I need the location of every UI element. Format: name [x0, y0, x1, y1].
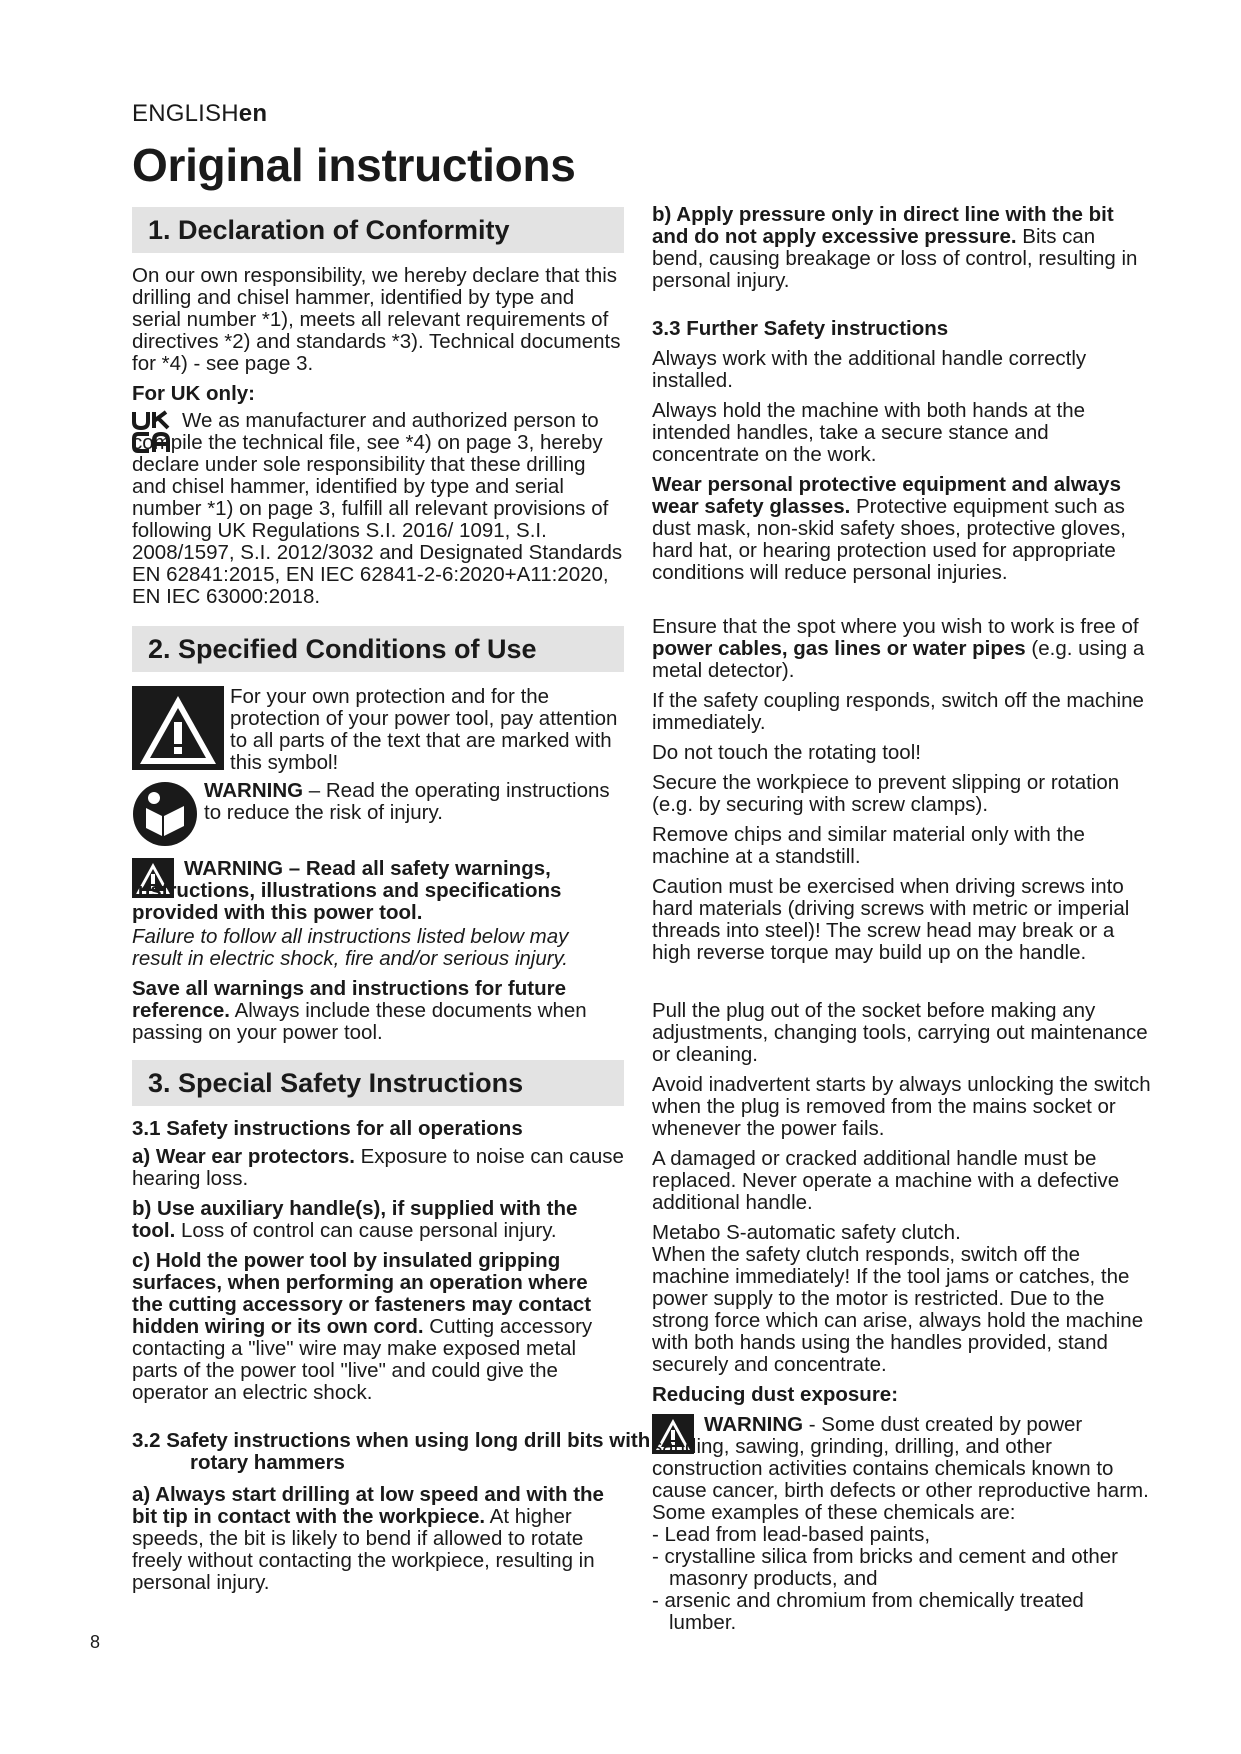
safety-item-3: [652, 474, 1152, 584]
instruction-c-text: Cutting accessory contacting a "live" wire may make exposed metal parts of the power tool "live" and could give the operator an electric shock.: [132, 1315, 593, 1404]
drill-instruction-a-text: At higher speeds, the bit is likely to bend if allowed to rotate freely without contacting the workpiece, resulting in personal injury.: [132, 1505, 595, 1594]
safety-item-12: A damaged or cracked additional handle must be replaced. Never operate a machine with a defective additional handle.: [652, 1147, 1120, 1214]
dust-warning-bold: WARNING: [704, 1413, 804, 1436]
failure-warning: Failure to follow all instructions listed below may result in electric shock, fire and/or serious injury.: [132, 925, 569, 970]
drill-instruction-b: [652, 204, 1152, 292]
conformity-text: On our own responsibility, we hereby declare that this drilling and chisel hammer, identified by type and serial number *1), meets all relevant requirements of directives *2) and standards *3). Technical documents for *4) - see page 3.: [132, 264, 621, 375]
read-instructions-warning: [204, 780, 624, 824]
safety-item-7: Secure the workpiece to prevent slipping or rotation (e.g. by securing with screw clamps).: [652, 771, 1120, 816]
language-name: ENGLISH: [132, 100, 239, 127]
instruction-a: [132, 1146, 624, 1190]
warning-triangle-icon: [132, 686, 224, 770]
subsection-3-1: 3.1 Safety instructions for all operations: [132, 1117, 523, 1140]
section-2-heading: 2. Specified Conditions of Use: [132, 626, 624, 672]
instruction-c-bold: c) Hold the power tool by insulated gripping surfaces, when performing an operation where the cutting accessory or fasteners may contact hidden wiring or its own cord.: [132, 1249, 592, 1338]
save-instructions: [132, 978, 624, 1044]
general-safety-warning: WARNING – Read all safety warnings, instructions, illustrations and specifications provided with this power tool.: [132, 857, 562, 924]
safety-item-11: Avoid inadvertent starts by always unlocking the switch when the plug is removed from the mains socket or whenever the power fails.: [652, 1073, 1151, 1140]
instruction-b-bold: b) Use auxiliary handle(s), if supplied with the tool.: [132, 1197, 578, 1242]
safety-item-10: Pull the plug out of the socket before making any adjustments, changing tools, carrying out maintenance or cleaning.: [652, 999, 1148, 1066]
instruction-a-text: Exposure to noise can cause hearing loss.: [132, 1145, 624, 1190]
instruction-c: [132, 1250, 624, 1404]
read-manual-icon: [132, 780, 198, 848]
page-number: 8: [90, 1632, 101, 1652]
safety-item-9: Caution must be exercised when driving screws into hard materials (driving screws with metric or imperial threads into steel)! The screw head may break or a high reverse torque may build up on the handle.: [652, 875, 1130, 964]
page-title: Original instructions: [132, 139, 576, 191]
drill-instruction-b-bold: b) Apply pressure only in direct line with the bit and do not apply excessive pressure.: [652, 203, 1114, 248]
save-text: Always include these documents when passing on your power tool.: [132, 999, 587, 1044]
safety-item-1: Always work with the additional handle correctly installed.: [652, 347, 1087, 392]
instruction-b-text: Loss of control can cause personal injury.: [175, 1219, 557, 1242]
uk-declaration-text: We as manufacturer and authorized person to compile the technical file, see *4) on page 3, hereby declare under sole responsibility that these drilling and chisel hammer, identified by type and serial number *1) on page 3, fulfill all relevant provisions of following UK Regulations S.I. 2016/ 1091, S.I. 2008/1597, S.I. 2012/3032 and Designated Standards EN 62841:2015, EN IEC 62841-2-6:2020+A11:2020, EN IEC 63000:2018.: [132, 409, 623, 608]
list-item: - Lead from lead-based paints,: [652, 1523, 931, 1546]
warning-text: – Read the operating instructions to reduce the risk of injury.: [204, 779, 610, 824]
drill-instruction-b-text: Bits can bend, causing breakage or loss of control, resulting in personal injury.: [652, 225, 1138, 292]
subsection-3-3: 3.3 Further Safety instructions: [652, 317, 949, 340]
drill-instruction-a-bold: a) Always start drilling at low speed and with the bit tip in contact with the workpiece.: [132, 1483, 604, 1528]
instruction-a-bold: a) Wear ear protectors.: [132, 1145, 355, 1168]
uk-only-heading: For UK only:: [132, 382, 255, 405]
safety-item-3-text: Protective equipment such as dust mask, non-skid safety shoes, protective gloves, hard hat, or hearing protection used for appropriate conditions will reduce personal injuries.: [652, 495, 1127, 584]
safety-item-5: If the safety coupling responds, switch off the machine immediately.: [652, 689, 1144, 734]
symbol-explanation: For your own protection and for the protection of your power tool, pay attention to all parts of the text that are marked with this symbol!: [230, 685, 618, 774]
safety-item-2: Always hold the machine with both hands at the intended handles, take a secure stance and concentrate on the work.: [652, 399, 1086, 466]
safety-item-6: Do not touch the rotating tool!: [652, 741, 921, 764]
safety-item-8: Remove chips and similar material only with the machine at a standstill.: [652, 823, 1085, 868]
list-item: - arsenic and chromium from chemically treated lumber.: [652, 1589, 1084, 1634]
safety-item-4-bold: power cables, gas lines or water pipes: [652, 637, 1026, 660]
subsection-3-2: 3.2 Safety instructions when using long drill bits with rotary hammers: [132, 1429, 651, 1474]
safety-item-4-a: Ensure that the spot where you wish to work is free of: [652, 615, 1139, 638]
section-1-heading: 1. Declaration of Conformity: [132, 207, 624, 253]
safety-item-3-bold: Wear personal protective equipment and always wear safety glasses.: [652, 473, 1121, 518]
drill-instruction-a: [132, 1484, 624, 1594]
save-bold: Save all warnings and instructions for future reference.: [132, 977, 566, 1022]
instruction-b: [132, 1198, 624, 1242]
dust-warning-text: - Some dust created by power sanding, sawing, grinding, drilling, and other construction activities contains chemicals known to cause cancer, birth defects or other reproductive harm. Some examples of these chemicals are:: [652, 1413, 1149, 1524]
dust-chemicals-list: [652, 1524, 1152, 1634]
safety-clutch-text: When the safety clutch responds, switch off the machine immediately! If the tool jams or catches, the power supply to the motor is restricted. Due to the strong force which can arise, always hold the machine with both hands using the handles provided, stand securely and concentrate.: [652, 1243, 1144, 1376]
safety-clutch-title: Metabo S-automatic safety clutch.: [652, 1221, 961, 1244]
section-3-heading: 3. Special Safety Instructions: [132, 1060, 624, 1106]
dust-warning: [652, 1414, 1152, 1524]
safety-item-4-b: (e.g. using a metal detector).: [652, 637, 1145, 682]
dust-heading: Reducing dust exposure:: [652, 1383, 899, 1406]
list-item: - crystalline silica from bricks and cement and other masonry products, and: [652, 1545, 1118, 1590]
language-label: [132, 100, 267, 128]
language-code: en: [238, 100, 268, 127]
warning-label: WARNING: [204, 779, 304, 802]
safety-item-4: [652, 616, 1152, 682]
